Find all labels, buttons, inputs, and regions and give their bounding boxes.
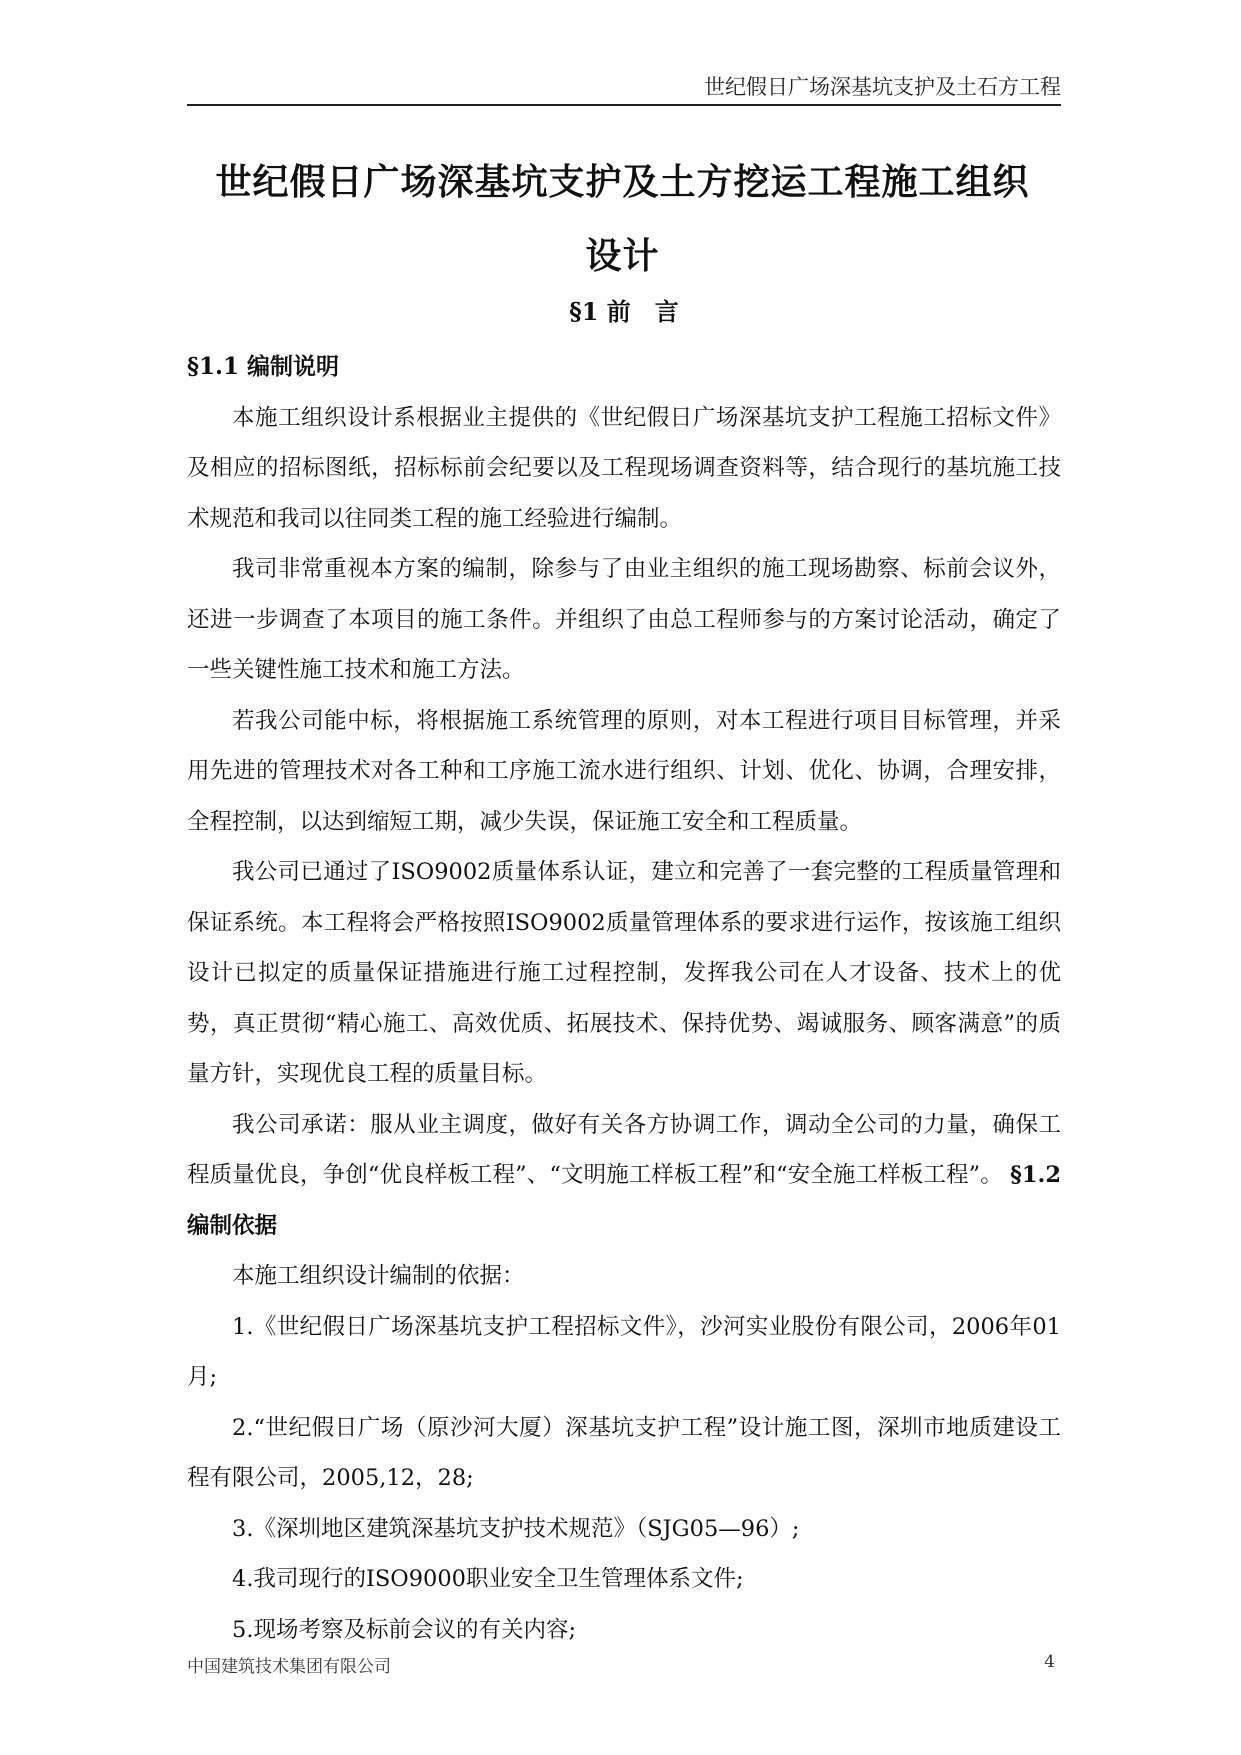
paragraph: 我公司已通过了ISO9002质量体系认证，建立和完善了一套完整的工程质量管理和保证系统。本工程将会严格按照ISO9002质量管理体系的要求进行运作，按该施工组织设计已拟定的质量保证措施进行施工过程控制，发挥我公司在人才设备、技术上的优势，真正贯彻“精心施工、高效优质、拓展技术、保持优势、竭诚服务、顾客满意”的质量方针，实现优良工程的质量目标。 — [187, 859, 1061, 1087]
paragraph: 若我公司能中标，将根据施工系统管理的原则，对本工程进行项目目标管理，并采用先进的管理技术对各工种和工序施工流水进行组织、计划、优化、协调，合理安排，全程控制，以达到缩短工期，减少失误，保证施工安全和工程质量。 — [187, 707, 1061, 835]
basis-item: 5.现场考察及标前会议的有关内容; — [232, 1616, 577, 1643]
basis-item: 3.《深圳地区建筑深基坑支护技术规范》（SJG05—96）; — [232, 1515, 800, 1542]
document-title-line-2: 设计 — [585, 235, 660, 277]
page-number: 4 — [1044, 1652, 1055, 1672]
footer-company: 中国建筑技术集团有限公司 — [187, 1657, 391, 1677]
section-heading-1-1: §1.1 编制说明 — [187, 353, 340, 380]
document-body — [187, 342, 1061, 1655]
document-title — [160, 145, 1085, 293]
running-header-title: 世纪假日广场深基坑支护及土石方工程 — [704, 75, 1061, 99]
running-header — [187, 72, 1061, 106]
basis-item: 4.我司现行的ISO9000职业安全卫生管理体系文件; — [232, 1566, 744, 1592]
paragraph: 我司非常重视本方案的编制，除参与了由业主组织的施工现场勘察、标前会议外，还进一步调查了本项目的施工条件。并组织了由总工程师参与的方案讨论活动，确定了一些关键性施工技术和施工方法。 — [187, 556, 1061, 683]
paragraph: 本施工组织设计系根据业主提供的《世纪假日广场深基坑支护工程施工招标文件》及相应的招标图纸，招标标前会纪要以及工程现场调查资料等，结合现行的基坑施工技术规范和我司以往同类工程的施工经验进行编制。 — [187, 404, 1061, 532]
basis-item: 1.《世纪假日广场深基坑支护工程招标文件》，沙河实业股份有限公司，2006年01月; — [187, 1313, 1061, 1390]
basis-intro: 本施工组织设计编制的依据： — [232, 1263, 525, 1289]
paragraph-text: 我公司承诺：服从业主调度，做好有关各方协调工作，调动全公司的力量，确保工程质量优良，争创“优良样板工程”、“文明施工样板工程”和“安全施工样板工程”。 — [187, 1111, 1061, 1188]
chapter-heading: §1 前 言 — [569, 297, 679, 326]
paragraph-with-inline-heading — [187, 1100, 1061, 1252]
basis-item: 2.“世纪假日广场（原沙河大厦）深基坑支护工程”设计施工图，深圳市地质建设工程有限公司，2005,12，28; — [187, 1414, 1061, 1491]
section-heading-1-2: §1.2 编制依据 — [187, 1162, 1061, 1239]
document-title-line-1: 世纪假日广场深基坑支护及土方挖运工程施工组织 — [215, 161, 1030, 203]
